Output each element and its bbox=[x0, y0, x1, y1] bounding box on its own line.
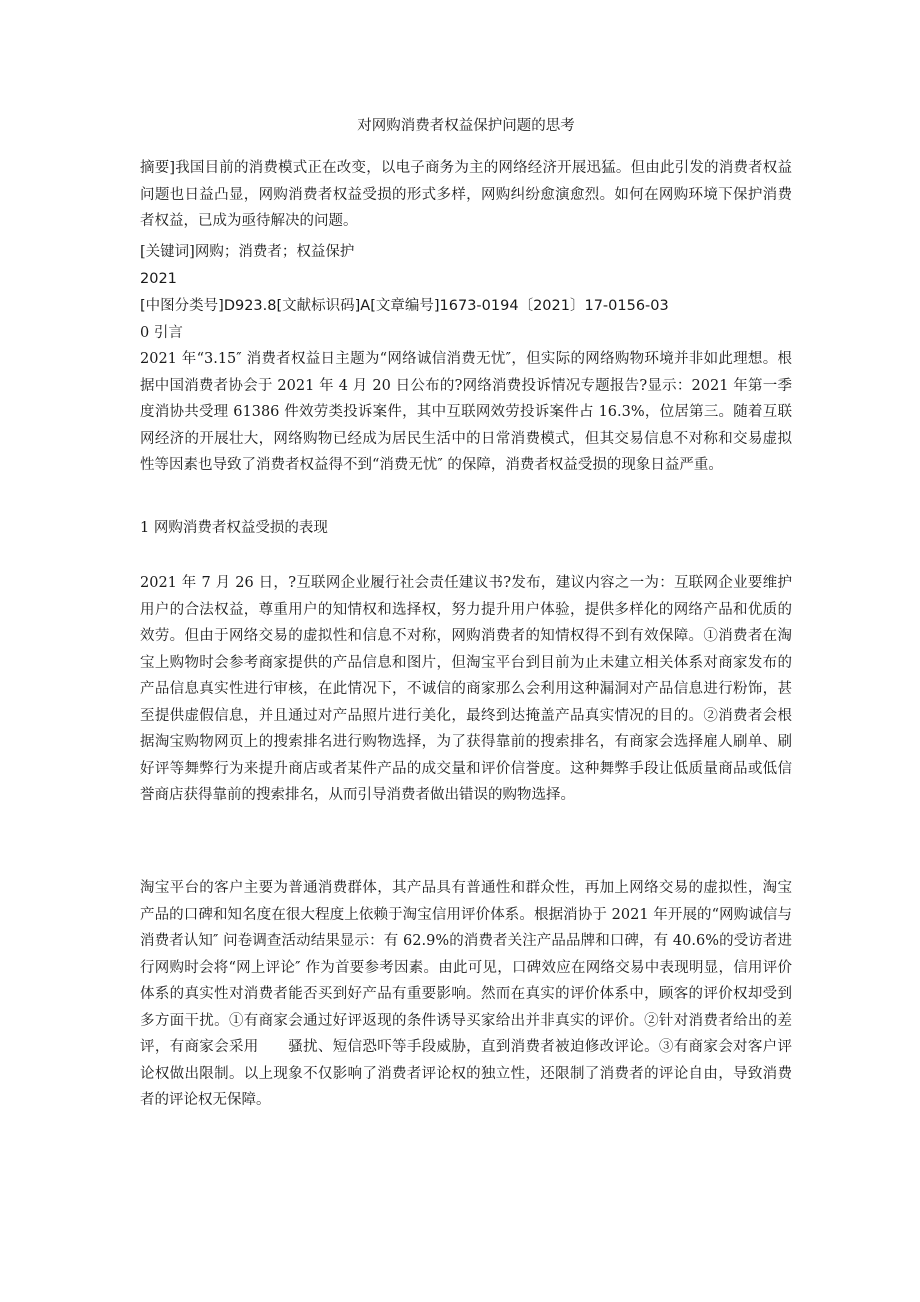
section-heading-introduction: 0 引言 bbox=[140, 325, 183, 341]
keywords-line: [关键词]网购；消费者；权益保护 bbox=[140, 244, 355, 260]
rights-damage-paragraph-1: 2021 年 7 月 26 日，?互联网企业履行社会责任建议书?发布，建议内容之一为：互联网企业要维护用户的合法权益，尊重用户的知情权和选择权，努力提升用户体验，提供多样化的网络产品和优质的效劳。但由于网络交易的虚拟性和信息不对称，网购消费者的知情权得不到有效保障。①消费者在淘宝上购物时会参考商家提供的产品信息和图片，但淘宝平台到目前为止未建立相关体系对商家发布的产品信息真实性进行审核，在此情况下，不诚信的商家那么会利用这种漏洞对产品信息进行粉饰，甚至提供虚假信息，并且通过对产品照片进行美化，最终到达掩盖产品真实情况的目的。②消费者会根据淘宝购物网页上的搜索排名进行购物选择，为了获得靠前的搜索排名，有商家会选择雇人刷单、刷好评等舞弊行为来提升商店或者某件产品的成交量和评价信誉度。这种舞弊手段让低质量商品或低信誉商店获得靠前的搜索排名，从而引导消费者做出错误的购物选择。 bbox=[140, 575, 792, 803]
year-line: 2021 bbox=[140, 271, 177, 287]
introduction-paragraph: 2021 年“3.15″ 消费者权益日主题为“网络诚信消费无忧″，但实际的网络购物环境并非如此理想。根据中国消费者协会于 2021 年 4 月 20 日公布的?网络消费投诉情况专题报告?显示：2021 年第一季度消协共受理 61386 件效劳类投诉案件，其中互联网效劳投诉案件占 16.3%，位居第三。随着互联网经济的开展壮大，网络购物已经成为居民生活中的日常消费模式，但其交易信息不对称和交易虚拟性等因素也导致了消费者权益得不到“消费无忧″ 的保障，消费者权益受损的现象日益严重。 bbox=[140, 351, 792, 473]
section-heading-rights-damage: 1 网购消费者权益受损的表现 bbox=[140, 520, 328, 536]
classification-line: [中图分类号]D923.8[文献标识码]A[文章编号]1673-0194〔2021〕17-0156-03 bbox=[140, 298, 669, 314]
rights-damage-paragraph-2: 淘宝平台的客户主要为普通消费群体，其产品具有普通性和群众性，再加上网络交易的虚拟性，淘宝产品的口碑和知名度在很大程度上依赖于淘宝信用评价体系。根据消协于 2021 年开展的“网购诚信与消费者认知″ 问卷调查活动结果显示：有 62.9%的消费者关注产品品牌和口碑，有 40.6%的受访者进行网购时会将“网上评论″ 作为首要参考因素。由此可见，口碑效应在网络交易中表现明显，信用评价体系的真实性对消费者能否买到好产品有重要影响。然而在真实的评价体系中，顾客的评价权却受到多方面干扰。①有商家会通过好评返现的条件诱导买家给出并非真实的评价。②针对消费者给出的差评，有商家会采用 骚扰、短信恐吓等手段威胁，直到消费者被迫修改评论。③有商家会对客户评论权做出限制。以上现象不仅影响了消费者评论权的独立性，还限制了消费者的评论自由，导致消费者的评论权无保障。 bbox=[140, 880, 792, 1108]
document-title: 对网购消费者权益保护问题的思考 bbox=[357, 118, 575, 134]
abstract-paragraph: 摘要]我国目前的消费模式正在改变，以电子商务为主的网络经济开展迅猛。但由此引发的消费者权益问题也日益凸显，网购消费者权益受损的形式多样，网购纠纷愈演愈烈。如何在网购环境下保护消费者权益，已成为亟待解决的问题。 bbox=[140, 160, 792, 229]
